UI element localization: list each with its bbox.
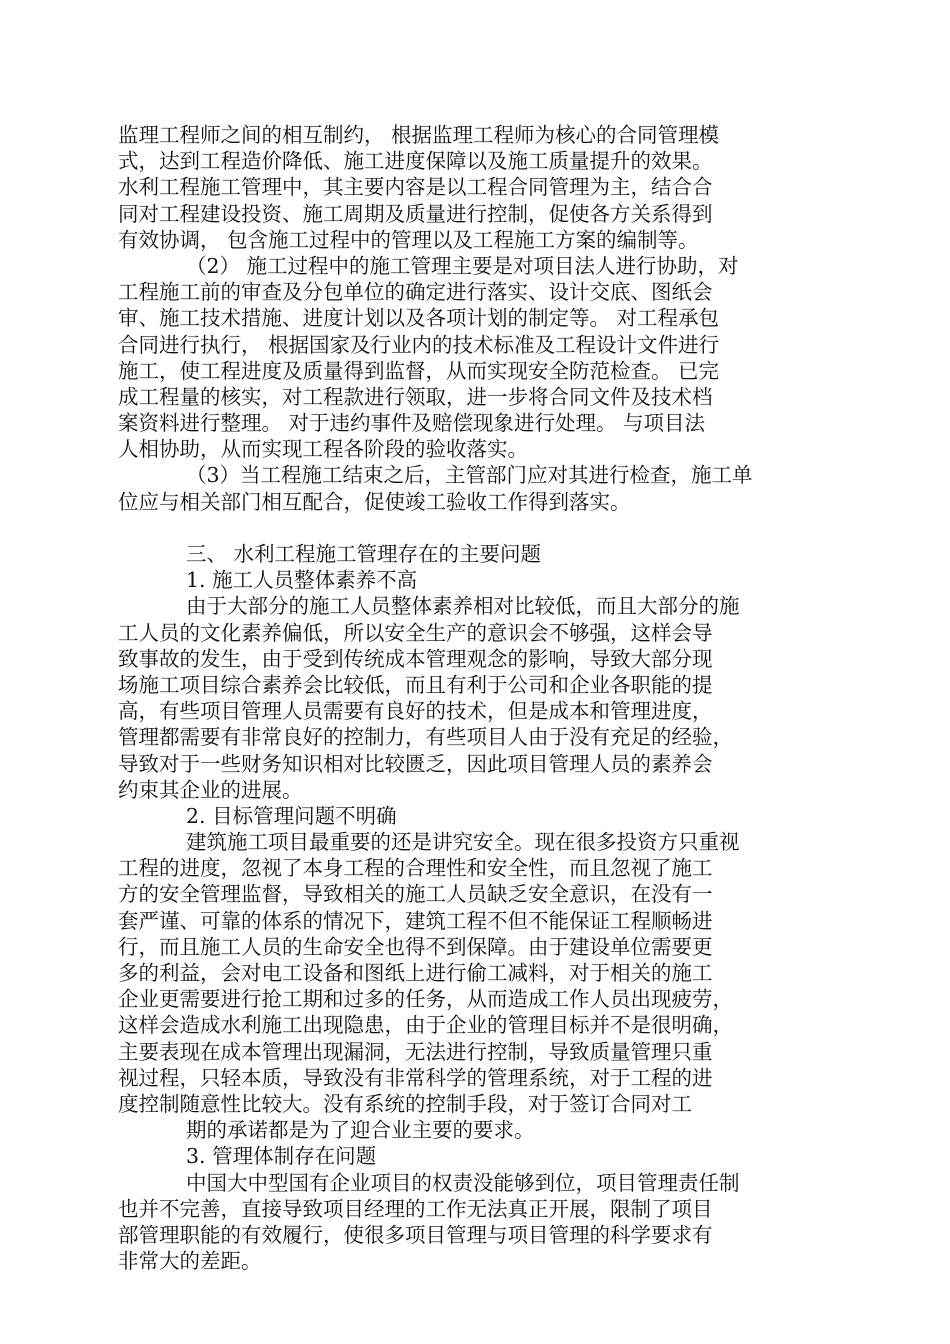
blank-line xyxy=(118,515,806,541)
text-line: 方的安全管理监督，导致相关的施工人员缺乏安全意识，在没有一 xyxy=(118,882,713,907)
text-line: 建筑施工项目最重要的还是讲究安全。现在很多投资方只重视 xyxy=(186,830,740,855)
text-line: 致事故的发生，由于受到传统成本管理观念的影响，导致大部分现 xyxy=(118,646,713,671)
text-line: 中国大中型国有企业项目的权责没能够到位，项目管理责任制 xyxy=(186,1170,740,1195)
text-line: 高，有些项目管理人员需要有良好的技术，但是成本和管理进度， xyxy=(118,699,713,724)
subsection-heading: 2. 目标管理问题不明确 xyxy=(186,803,397,828)
text-line: 由于大部分的施工人员整体素养相对比较低，而且大部分的施 xyxy=(186,594,740,619)
subsection-heading: 1. 施工人员整体素养不高 xyxy=(186,568,418,593)
paragraph-2 xyxy=(118,253,806,463)
text-line: 监理工程师之间的相互制约， 根据监理工程师为核心的合同管理模 xyxy=(118,123,720,147)
text-line: 非常大的差距。 xyxy=(118,1249,262,1274)
text-line: 企业更需要进行抢工期和过多的任务，从而造成工作人员出现疲劳， xyxy=(118,987,733,1012)
subsection-heading: 3. 管理体制存在问题 xyxy=(186,1144,377,1169)
text-line: 约束其企业的进展。 xyxy=(118,777,303,802)
paragraph-3 xyxy=(118,462,806,514)
text-line: 多的利益，会对电工设备和图纸上进行偷工减料，对于相关的施工 xyxy=(118,961,713,985)
subsection-1 xyxy=(118,567,806,803)
text-line: 也并不完善，直接导致项目经理的工作无法真正开展，限制了项目 xyxy=(118,1196,713,1221)
text-line: 工程的进度，忽视了本身工程的合理性和安全性，而且忽视了施工 xyxy=(118,856,713,881)
text-line: 有效协调， 包含施工过程中的管理以及工程施工方案的编制等。 xyxy=(118,227,699,252)
text-line: 部管理职能的有效履行，使很多项目管理与项目管理的科学要求有 xyxy=(118,1222,713,1247)
text-line: 期的承诺都是为了迎合业主要的要求。 xyxy=(186,1118,535,1143)
text-line: 行，而且施工人员的生命安全也得不到保障。由于建设单位需要更 xyxy=(118,934,713,959)
text-line: 管理都需要有非常良好的控制力，有些项目人由于没有充足的经验， xyxy=(118,725,733,750)
text-line: 合同进行执行， 根据国家及行业内的技术标准及工程设计文件进行 xyxy=(118,332,720,357)
subsection-3 xyxy=(118,1143,806,1274)
text-line: 人相协助，从而实现工程各阶段的验收落实。 xyxy=(118,437,528,462)
subsection-2 xyxy=(118,803,806,1143)
text-line: 位应与相关部门相互配合，促使竣工验收工作得到落实。 xyxy=(118,489,631,514)
text-line: 审、施工技术措施、进度计划以及各项计划的制定等。 对工程承包 xyxy=(118,306,720,331)
text-line: （2） 施工过程中的施工管理主要是对项目法人进行协助，对 xyxy=(186,253,739,278)
text-line: 工人员的文化素养偏低，所以安全生产的意识会不够强，这样会导 xyxy=(118,620,713,645)
text-line: 这样会造成水利施工出现隐患，由于企业的管理目标并不是很明确， xyxy=(118,1013,733,1038)
paragraph-1 xyxy=(118,122,806,253)
text-line: 视过程，只轻本质，导致没有非常科学的管理系统，对于工程的进 xyxy=(118,1065,713,1090)
document-page xyxy=(118,122,806,1274)
text-line: 主要表现在成本管理出现漏洞，无法进行控制，导致质量管理只重 xyxy=(118,1039,713,1064)
section-heading: 三、 水利工程施工管理存在的主要问题 xyxy=(186,542,542,566)
text-line: 式，达到工程造价降低、施工进度保障以及施工质量提升的效果。 xyxy=(118,149,713,174)
text-line: 度控制随意性比较大。没有系统的控制手段，对于签订合同对工 xyxy=(118,1091,692,1116)
text-line: 套严谨、可靠的体系的情况下，建筑工程不但不能保证工程顺畅进 xyxy=(118,908,713,933)
text-line: 工程施工前的审查及分包单位的确定进行落实、设计交底、图纸会 xyxy=(118,280,713,305)
text-line: 同对工程建设投资、施工周期及质量进行控制，促使各方关系得到 xyxy=(118,201,713,226)
text-line: 案资料进行整理。 对于违约事件及赔偿现象进行处理。 与项目法 xyxy=(118,411,706,436)
text-line: （3）当工程施工结束之后，主管部门应对其进行检查，施工单 xyxy=(186,463,753,488)
text-line: 场施工项目综合素养会比较低，而且有利于公司和企业各职能的提 xyxy=(118,672,713,697)
text-line: 导致对于一些财务知识相对比较匮乏，因此项目管理人员的素养会 xyxy=(118,751,713,776)
text-line: 成工程量的核实，对工程款进行领取，进一步将合同文件及技术档 xyxy=(118,384,713,409)
text-line: 水利工程施工管理中，其主要内容是以工程合同管理为主，结合合 xyxy=(118,175,713,200)
text-line: 施工，使工程进度及质量得到监督，从而实现安全防范检查。 已完 xyxy=(118,358,720,383)
